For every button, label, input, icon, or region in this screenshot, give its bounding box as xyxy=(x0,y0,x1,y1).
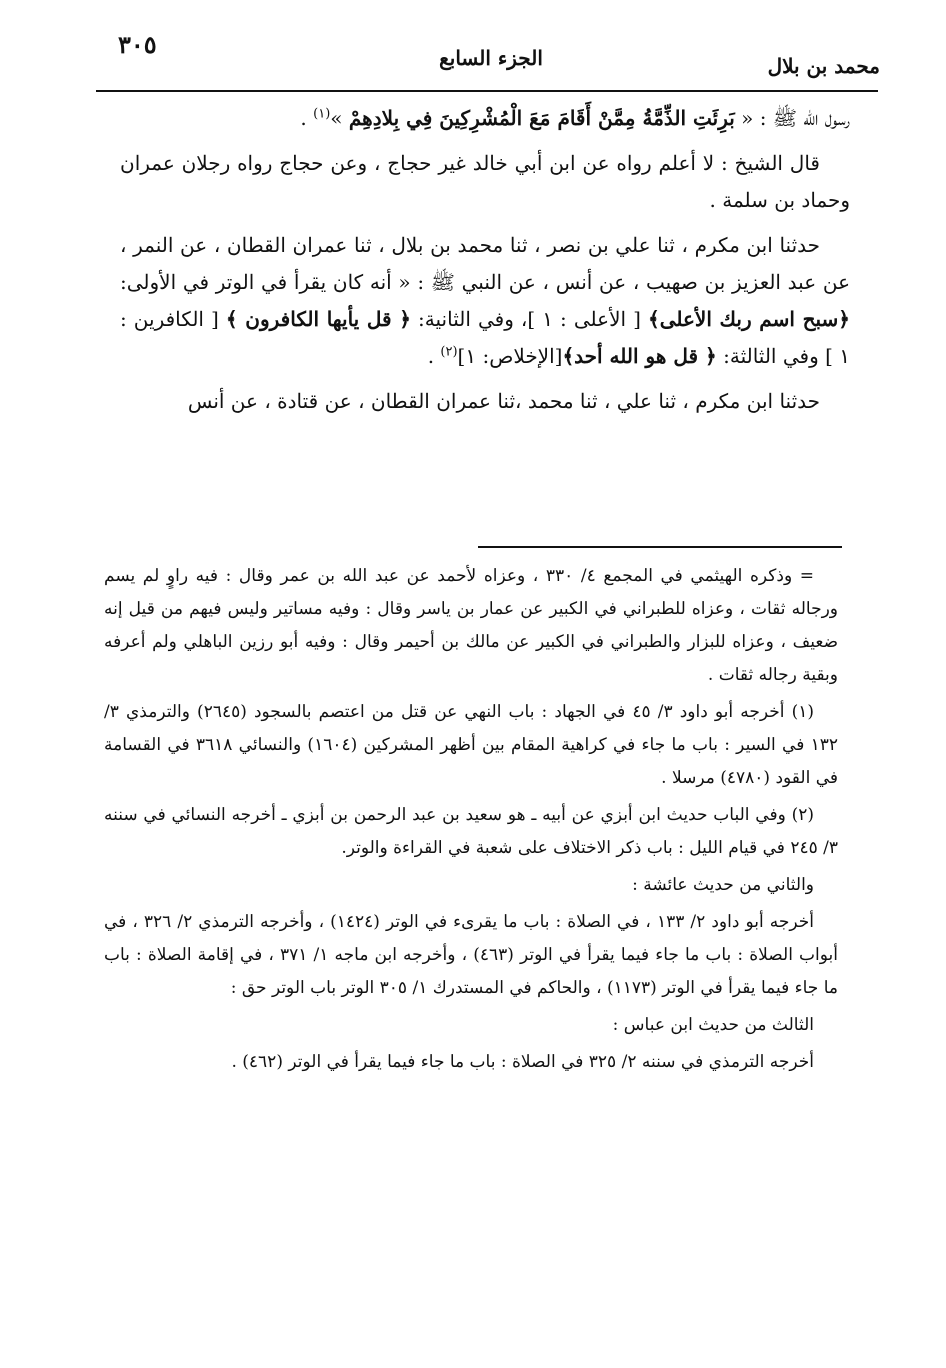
running-head-volume: الجزء السابع xyxy=(439,46,543,70)
footnote-ref-1: (١) xyxy=(313,106,331,122)
footnote-2-aisha-intro: والثاني من حديث عائشة : xyxy=(632,875,814,895)
verse-ref-kafirun: [ الكافرين : ١ ] وفي الثالثة: xyxy=(120,307,850,368)
quran-verse-ala: ﴿سبح اسم ربك الأعلى﴾ xyxy=(647,307,851,331)
footnote-2-abbas-intro: الثالث من حديث ابن عباس : xyxy=(612,1015,814,1035)
paragraph-hadith-quote xyxy=(120,100,850,137)
quran-verse-ikhlas: ﴿ قل هو الله أحد﴾ xyxy=(562,344,717,368)
isnad-text: حدثنا ابن مكرم ، ثنا علي بن نصر ، ثنا محمد بن بلال ، ثنا عمران القطان ، عن النمر ، عن عبد العزيز بن صهيب ، عن أنس ، عن النبي ﷺ : « أنه كان يقرأ في الوتر في الأولى: xyxy=(120,233,850,294)
footnote-1: (١) أخرجه أبو داود ٣/ ٤٥ في الجهاد : باب النهي عن قتل من اعتصم بالسجود (٢٦٤٥) والترمذي ٣/ ١٣٢ في السير : باب ما جاء في كراهية المقام بين أظهر المشركين (١٦٠٤) والنسائي ٣٦١٨ في القسامة في القود (٤٧٨٠) مرسلا . xyxy=(104,702,838,788)
hadith-quote: بَرِئَتِ الذِّمَّةُ مِمَّنْ أَقَامَ مَعَ الْمُشْرِكِينَ فِي بِلادِهِمْ xyxy=(348,106,735,130)
footnote-2-aisha: أخرجه أبو داود ٢/ ١٣٣ ، في الصلاة : باب ما يقرىء في الوتر (١٤٢٤) ، وأخرجه الترمذي ٢/ ٣٢٦ ، في أبواب الصلاة : باب ما جاء فيما يقرأ في الوتر (٤٦٣) ، وأخرجه ابن ماجه ١/ ٣٧١ ، في إقامة الصلاة : باب ما جاء فيما يقرأ في الوتر (١١٧٣) ، والحاكم في المستدرك ١/ ٣٠٥ الوتر باب الوتر حق : xyxy=(104,912,839,998)
header-divider xyxy=(96,90,878,92)
isnad-end: . xyxy=(427,344,441,368)
paragraph-shaykh-comment: قال الشيخ : لا أعلم رواه عن ابن أبي خالد غير حجاج ، وعن حجاج رواه رجلان عمران وحماد بن سلمة . xyxy=(120,151,850,212)
page-number: ٣٠٥ xyxy=(118,30,157,59)
quran-verse-kafirun: ﴿ قل يأيها الكافرون ﴾ xyxy=(225,307,411,331)
footnote-divider xyxy=(478,546,842,548)
running-head-author: محمد بن بلال xyxy=(767,54,880,78)
paragraph-isnad-qatada: حدثنا ابن مكرم ، ثنا علي ، ثنا محمد ،ثنا عمران القطان ، عن قتادة ، عن أنس xyxy=(187,389,820,413)
verse-ref-ala: [ الأعلى : ١ ]، وفي الثانية: xyxy=(411,307,648,331)
verse-ref-ikhlas: [الإخلاص: ١] xyxy=(457,344,563,368)
paragraph-isnad-witr xyxy=(120,227,850,375)
main-text xyxy=(120,100,850,428)
footnote-continuation: = وذكره الهيثمي في المجمع ٤/ ٣٣٠ ، وعزاه لأحمد عن عبد الله بن عمر وقال : فيه راوٍ لم يسم ورجاله ثقات ، وعزاه للطبراني في الكبير عن عمار بن ياسر وقال : وفيه مساتير وليس فيهم من قيل إنه ضعيف ، وعزاه للبزار والطبراني في الكبير عن مالك بن أحيمر وقال : وفيه أبو رزين الباهلي ولم أعرفه وبقية رجاله ثقات . xyxy=(104,566,838,685)
hadith-prefix: رسول الله ﷺ : « xyxy=(734,106,850,130)
footnote-2: (٢) وفي الباب حديث ابن أبزي عن أبيه ـ هو سعيد بن عبد الرحمن بن أبزي ـ أخرجه النسائي في سننه ٣/ ٢٤٥ في قيام الليل : باب ذكر الاختلاف على شعبة في القراءة والوتر. xyxy=(104,805,838,858)
footnotes xyxy=(104,560,838,1083)
footnote-ref-2: (٢) xyxy=(440,344,458,360)
page-header xyxy=(96,30,886,86)
hadith-end: . xyxy=(300,106,314,130)
hadith-suffix: » xyxy=(330,106,349,130)
footnote-2-abbas: أخرجه الترمذي في سننه ٢/ ٣٢٥ في الصلاة : باب ما جاء فيما يقرأ في الوتر (٤٦٢) . xyxy=(231,1052,814,1072)
